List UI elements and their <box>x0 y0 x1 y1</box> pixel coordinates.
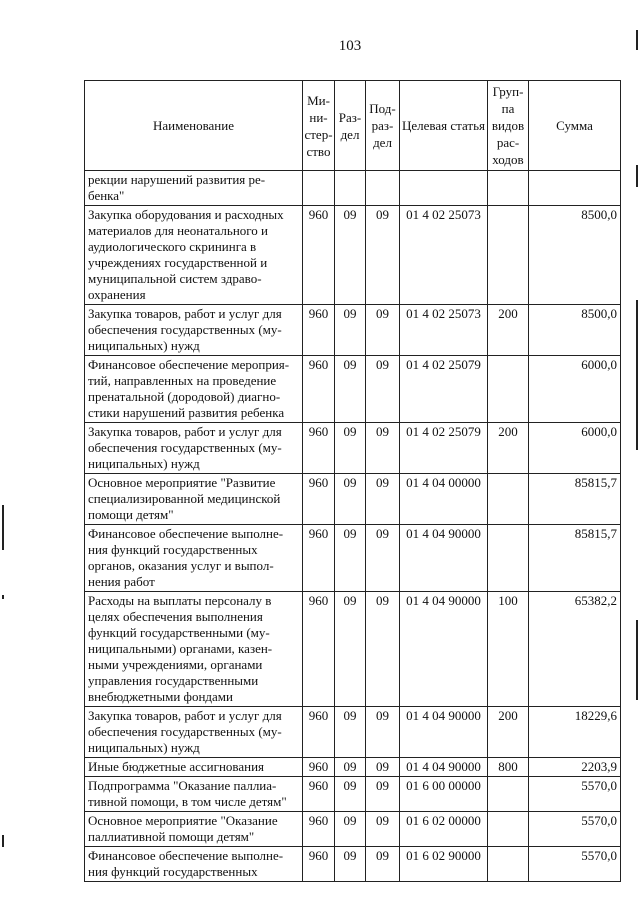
page-edge-mark <box>2 505 4 550</box>
cell-subsection: 09 <box>366 592 400 707</box>
page-number: 103 <box>338 38 362 54</box>
cell-name: Финансовое обеспечение выполне-ния функций государственных органов, оказания услуг и выпол-нения работ <box>85 525 303 592</box>
cell-name: Финансовое обеспечение выполне-ния функций государственных <box>85 847 303 882</box>
cell-target-article: 01 4 04 90000 <box>400 758 488 777</box>
table-row <box>85 707 621 758</box>
cell-sum: 18229,6 <box>529 707 621 758</box>
cell-sum: 5570,0 <box>529 847 621 882</box>
cell-expense-group: 200 <box>488 423 529 474</box>
cell-ministry: 960 <box>303 305 335 356</box>
cell-expense-group <box>488 525 529 592</box>
cell-target-article: 01 6 00 00000 <box>400 777 488 812</box>
cell-subsection: 09 <box>366 305 400 356</box>
header-ministry: Ми-ни-стер-ство <box>303 81 335 171</box>
cell-ministry: 960 <box>303 812 335 847</box>
table-row <box>85 777 621 812</box>
table-row <box>85 356 621 423</box>
table-row <box>85 525 621 592</box>
cell-ministry: 960 <box>303 356 335 423</box>
cell-ministry: 960 <box>303 206 335 305</box>
cell-target-article: 01 4 04 90000 <box>400 592 488 707</box>
cell-sum <box>529 171 621 206</box>
cell-ministry: 960 <box>303 777 335 812</box>
table-row <box>85 305 621 356</box>
table-row <box>85 171 621 206</box>
page-edge-mark <box>2 835 4 847</box>
cell-sum: 85815,7 <box>529 525 621 592</box>
cell-subsection: 09 <box>366 525 400 592</box>
cell-target-article: 01 4 04 90000 <box>400 707 488 758</box>
cell-sum: 8500,0 <box>529 206 621 305</box>
cell-section: 09 <box>335 847 366 882</box>
cell-section: 09 <box>335 777 366 812</box>
cell-expense-group <box>488 206 529 305</box>
cell-section: 09 <box>335 707 366 758</box>
cell-name: рекции нарушений развития ре-бенка" <box>85 171 303 206</box>
cell-expense-group <box>488 171 529 206</box>
cell-subsection: 09 <box>366 206 400 305</box>
header-row <box>85 81 621 171</box>
table-row <box>85 758 621 777</box>
cell-name: Основное мероприятие "Оказание паллиативной помощи детям" <box>85 812 303 847</box>
cell-name: Финансовое обеспечение мероприя-тий, направленных на проведение пренатальной (дородовой) диагно-стики нарушений развития ребенка <box>85 356 303 423</box>
cell-name: Закупка товаров, работ и услуг для обеспечения государственных (му-ниципальных) нужд <box>85 305 303 356</box>
table-row <box>85 474 621 525</box>
cell-section: 09 <box>335 592 366 707</box>
cell-expense-group <box>488 812 529 847</box>
cell-expense-group: 100 <box>488 592 529 707</box>
cell-ministry <box>303 171 335 206</box>
cell-subsection: 09 <box>366 423 400 474</box>
cell-section: 09 <box>335 474 366 525</box>
cell-subsection: 09 <box>366 758 400 777</box>
cell-expense-group <box>488 847 529 882</box>
cell-sum: 2203,9 <box>529 758 621 777</box>
cell-subsection: 09 <box>366 847 400 882</box>
page-edge-mark <box>636 30 638 50</box>
cell-expense-group: 800 <box>488 758 529 777</box>
cell-ministry: 960 <box>303 847 335 882</box>
cell-section: 09 <box>335 812 366 847</box>
cell-expense-group: 200 <box>488 707 529 758</box>
table-row <box>85 206 621 305</box>
cell-section: 09 <box>335 206 366 305</box>
cell-ministry: 960 <box>303 423 335 474</box>
cell-target-article: 01 6 02 90000 <box>400 847 488 882</box>
table-row <box>85 812 621 847</box>
header-target-article: Целевая статья <box>400 81 488 171</box>
header-expense-group: Груп-па видов рас-ходов <box>488 81 529 171</box>
header-name: Наименование <box>85 81 303 171</box>
cell-sum: 65382,2 <box>529 592 621 707</box>
cell-name: Основное мероприятие "Развитие специализированной медицинской помощи детям" <box>85 474 303 525</box>
page-edge-mark <box>2 595 4 599</box>
cell-subsection <box>366 171 400 206</box>
header-sum: Сумма <box>529 81 621 171</box>
cell-target-article: 01 4 02 25079 <box>400 356 488 423</box>
cell-section: 09 <box>335 356 366 423</box>
cell-sum: 6000,0 <box>529 356 621 423</box>
cell-expense-group <box>488 777 529 812</box>
cell-target-article: 01 6 02 00000 <box>400 812 488 847</box>
cell-target-article: 01 4 02 25073 <box>400 305 488 356</box>
cell-sum: 5570,0 <box>529 812 621 847</box>
cell-sum: 8500,0 <box>529 305 621 356</box>
cell-target-article <box>400 171 488 206</box>
table-row <box>85 592 621 707</box>
cell-subsection: 09 <box>366 356 400 423</box>
cell-expense-group: 200 <box>488 305 529 356</box>
cell-subsection: 09 <box>366 777 400 812</box>
cell-name: Иные бюджетные ассигнования <box>85 758 303 777</box>
cell-target-article: 01 4 04 00000 <box>400 474 488 525</box>
cell-target-article: 01 4 04 90000 <box>400 525 488 592</box>
cell-ministry: 960 <box>303 592 335 707</box>
cell-target-article: 01 4 02 25079 <box>400 423 488 474</box>
cell-name: Закупка товаров, работ и услуг для обеспечения государственных (му-ниципальных) нужд <box>85 707 303 758</box>
cell-name: Закупка оборудования и расходных материалов для неонатального и аудиологического скрининга в учреждениях государственной и муниципальной систем здраво-охранения <box>85 206 303 305</box>
cell-ministry: 960 <box>303 474 335 525</box>
table-row <box>85 423 621 474</box>
header-section: Раз-дел <box>335 81 366 171</box>
cell-name: Закупка товаров, работ и услуг для обеспечения государственных (му-ниципальных) нужд <box>85 423 303 474</box>
cell-section: 09 <box>335 758 366 777</box>
cell-expense-group <box>488 474 529 525</box>
page-edge-mark <box>636 300 638 450</box>
cell-ministry: 960 <box>303 525 335 592</box>
cell-section: 09 <box>335 305 366 356</box>
cell-sum: 85815,7 <box>529 474 621 525</box>
cell-expense-group <box>488 356 529 423</box>
cell-subsection: 09 <box>366 812 400 847</box>
cell-sum: 6000,0 <box>529 423 621 474</box>
cell-sum: 5570,0 <box>529 777 621 812</box>
budget-table <box>84 80 621 882</box>
cell-subsection: 09 <box>366 474 400 525</box>
cell-section: 09 <box>335 423 366 474</box>
table-row <box>85 847 621 882</box>
page-edge-mark <box>636 165 638 187</box>
cell-ministry: 960 <box>303 707 335 758</box>
cell-section <box>335 171 366 206</box>
cell-subsection: 09 <box>366 707 400 758</box>
cell-section: 09 <box>335 525 366 592</box>
header-subsection: Под-раз-дел <box>366 81 400 171</box>
page-edge-mark <box>636 620 638 700</box>
cell-name: Расходы на выплаты персоналу в целях обеспечения выполнения функций государственными (му-ниципальными) органами, казен-ными учреждениями, органами управления государственными внебюджетными фондами <box>85 592 303 707</box>
cell-name: Подпрограмма "Оказание паллиа-тивной помощи, в том числе детям" <box>85 777 303 812</box>
cell-target-article: 01 4 02 25073 <box>400 206 488 305</box>
cell-ministry: 960 <box>303 758 335 777</box>
